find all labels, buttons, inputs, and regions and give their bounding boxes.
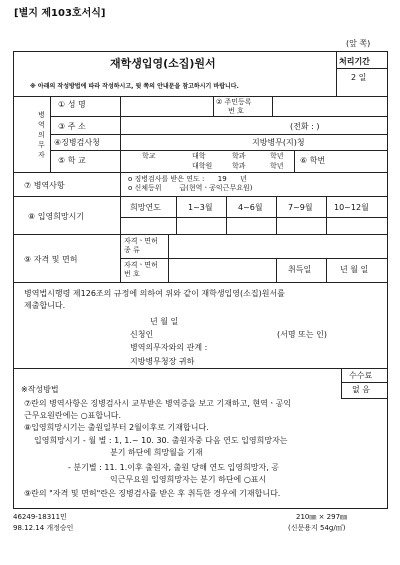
instruction-line-7: 익근무요원 입영희망자는 분기 하단에 ○표시 xyxy=(110,475,267,484)
address-label: ③ 주 소 xyxy=(58,122,86,131)
school-year-word: 학년 xyxy=(270,152,284,160)
military-line2: o 신체등위 급(현역ㆍ공익근무요원) xyxy=(128,184,253,192)
desired-period-label: ⑧ 입영희망시기 xyxy=(28,212,85,221)
school-grad-dept-word: 학과 xyxy=(232,162,246,170)
name-label: ① 성 명 xyxy=(58,100,86,109)
applicant-signer-label: 신청인 xyxy=(130,330,154,339)
signature-placeholder: (서명 또는 인) xyxy=(277,330,327,339)
rrn-label-2: 번 호 xyxy=(228,107,244,115)
examination-office-value: 지방병무(지)청 xyxy=(252,138,305,147)
processing-period-value: 2 일 xyxy=(351,73,367,82)
instruction-line-4: 입영희망시기 - 월 별 : 1, 1.~ 10. 30. 출원자중 다음 연도 입영희망자는 xyxy=(34,436,288,445)
fee-label: 수수료 xyxy=(349,371,373,380)
desired-header-q2: 4~6월 xyxy=(238,203,263,212)
acquired-date-label: 취득일 xyxy=(288,265,312,274)
form-title: 재학생입영(소집)원서 xyxy=(110,57,216,70)
instruction-line-2: 근무요원란에는 ○표합니다. xyxy=(24,411,122,420)
license-number-label-2: 번 호 xyxy=(124,270,140,278)
form-number: [별지 제103호서식] xyxy=(14,8,106,19)
desired-header-q1: 1~3월 xyxy=(188,203,213,212)
license-kind-label-2: 종 류 xyxy=(124,246,140,254)
page-side-label: (앞 쪽) xyxy=(346,39,371,48)
school-school-word: 학교 xyxy=(142,152,156,160)
school-label: ⑤ 학 교 xyxy=(58,156,86,165)
school-grad-year-word: 학년 xyxy=(270,162,284,170)
approval-date: 98.12.14 개정승인 xyxy=(13,524,74,532)
instruction-line-3: ⑧입영희망시기는 출원일부터 2월이후로 기재합니다. xyxy=(24,423,209,432)
form-code: 46249-18311민 xyxy=(13,513,67,521)
paper-size: 210㎜ × 297㎜ xyxy=(296,513,348,521)
relation-label: 병역의무자와의 관계 : xyxy=(130,343,208,352)
acquired-date-value: 년 월 일 xyxy=(340,265,369,274)
license-kind-label: 자격ㆍ면허 xyxy=(124,237,158,245)
student-number-label: ⑥ 학번 xyxy=(300,156,326,165)
license-label: ⑨ 자격 및 면허 xyxy=(24,255,78,264)
military-line1: o 징병검사를 받은 연도 : 19 년 xyxy=(128,175,247,183)
instructions-heading: ※작성방법 xyxy=(21,385,59,394)
rrn-label: ② 주민등록 xyxy=(216,98,252,106)
paper-type: (신문용지 54g/㎡) xyxy=(288,524,346,532)
desired-header-q3: 7~9월 xyxy=(288,203,313,212)
school-college-word: 대학 xyxy=(192,152,206,160)
notice-text: ※ 아래의 작성방법에 따라 작성하시고, 뒷 쪽의 안내문을 참고하시기 바랍니다. xyxy=(30,83,239,90)
instruction-line-8: ⑨란의 "자격 및 면허"란은 징병검사를 받은 후 취득한 경우에 기재합니다. xyxy=(24,489,281,498)
processing-period-label: 처리기간 xyxy=(339,57,370,66)
statement-text-1: 병역법시행령 제126조의 규정에 의하여 위와 같이 재학생입영(소집)원서를 xyxy=(24,289,285,298)
statement-date: 년 월 일 xyxy=(150,317,179,326)
instruction-line-5: 분기 하단에 희망월을 기재 xyxy=(110,448,203,457)
fee-value: 없 음 xyxy=(352,385,370,394)
instruction-line-6: - 분기별 : 11. 1.이후 출원자, 출원 당해 연도 입영희망자, 공 xyxy=(68,463,280,472)
school-grad-word: 대학원 xyxy=(192,162,213,170)
desired-header-q4: 10~12월 xyxy=(334,203,369,212)
school-dept-word: 학과 xyxy=(232,152,246,160)
instruction-line-1: ⑦란의 병역사항은 징병검사시 교부받은 병역증을 보고 기재하고, 현역ㆍ공익 xyxy=(24,399,292,408)
phone-label: (전화 : ) xyxy=(290,122,320,131)
military-status-label: ⑦ 병역사항 xyxy=(24,181,65,190)
examination-office-label: ④징병검사청 xyxy=(54,138,100,147)
license-number-label: 자격ㆍ면허 xyxy=(124,261,158,269)
desired-header-year: 희망연도 xyxy=(130,203,161,212)
recipient-label: 지방병무청장 귀하 xyxy=(130,357,195,366)
applicant-side-label: 병 역 의 무 자 xyxy=(38,111,45,159)
statement-text-2: 제출합니다. xyxy=(24,301,66,310)
